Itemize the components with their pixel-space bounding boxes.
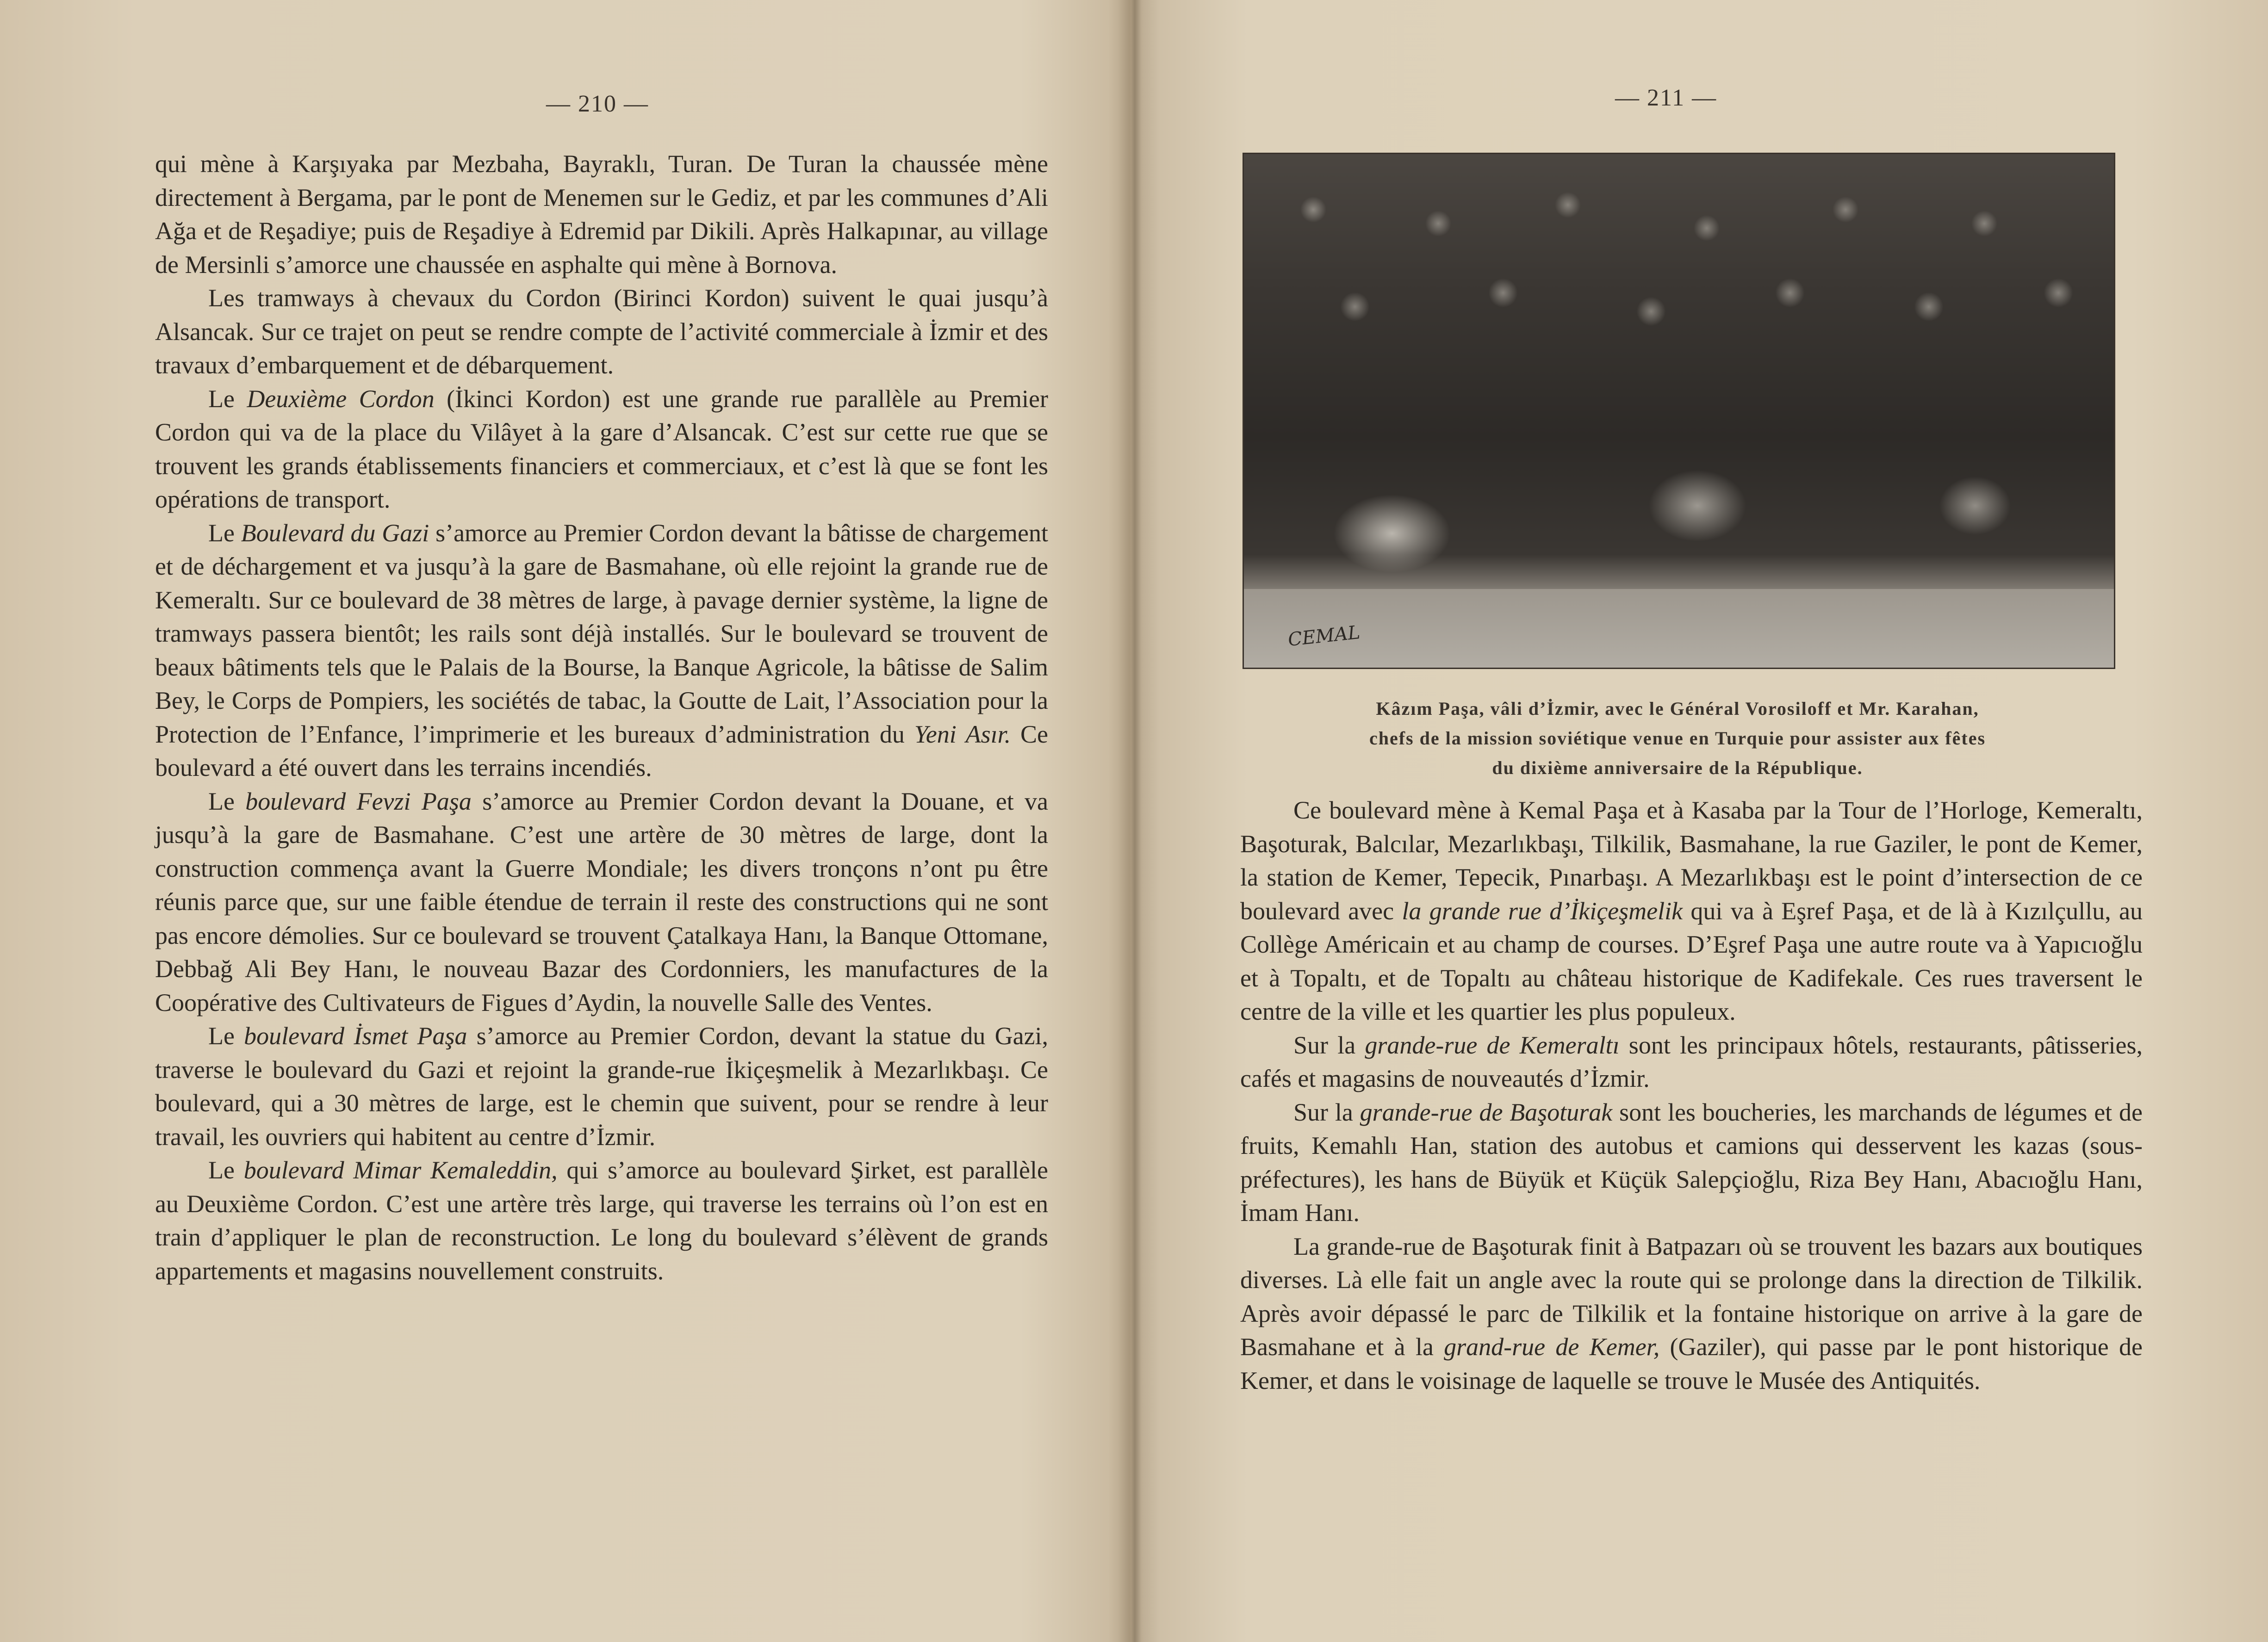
- italic-run: Yeni Asır.: [914, 720, 1011, 748]
- text-run: Le: [208, 1022, 244, 1050]
- text-run: Les tramways à chevaux du Cordon (Birinci Kordon) suivent le quai jusqu’à Alsancak. Sur ce trajet on peut se rendre compte de l’activité commerciale à İzmir et des travaux d’embarquement et de débarquement.: [155, 284, 1048, 379]
- paragraph: [155, 785, 1048, 1020]
- text-run: sont les boucheries, les marchands de légumes et de fruits, Kemahlı Han, station des autobus et camions qui desservent les kazas (sous-préfectures), les hans de Büyük et Küçük Salepçioğlu, Riza Bey Hanı, Abacıoğlu Hanı, İmam Hanı.: [1240, 1098, 2143, 1227]
- text-run: Sur la: [1293, 1031, 1365, 1059]
- text-run: qui va à Eşref Paşa, et de là à Kızılçullu, au Collège Américain et au champ de courses. D’Eşref Paşa une autre route va à Yapıcıoğlu et à Topaltı, et de Topaltı au château historique de Kadifekale. Ces rues traversent le centre de la ville et les quartier les plus populeux.: [1240, 897, 2143, 1025]
- caption-line: Kâzım Paşa, vâli d’İzmir, avec le Général Vorosiloff et Mr. Karahan,: [1376, 698, 1979, 719]
- paragraph: [155, 147, 1048, 281]
- italic-run: grand-rue de Kemer,: [1444, 1333, 1660, 1361]
- text-run: (Gaziler), qui passe par le pont historique de Kemer, et dans le voisinage de laquelle se trouve le Musée des Antiquités.: [1240, 1333, 2143, 1394]
- text-run: Le: [208, 787, 246, 815]
- text-run: s’amorce au Premier Cordon, devant la statue du Gazi, traverse le boulevard du Gazi et rejoint la grande-rue İkiçeşmelik à Mezarlıkbaşı. Ce boulevard, qui a 30 mètres de large, est le chemin que suivent, pour se rendre à leur travail, les ouvriers qui habitent au centre d’İzmir.: [155, 1022, 1049, 1151]
- paragraph: [155, 516, 1048, 785]
- text-run: s’amorce au Premier Cordon devant la Douane, et va jusqu’à la gare de Basmahane. C’est une artère de 30 mètres de large, dont la construction commença avant la Guerre Mondiale; les divers tronçons n’ont pu être réunis parce que, sur une faible étendue de terrain il reste des constructions qui ne sont pas encore démolies. Sur ce boulevard se trouvent Çatalkaya Hanı, la Banque Ottomane, Debbağ Ali Bey Hanı, le nouveau Bazar des Cordonniers, les manufactures de la Coopérative des Cultivateurs de Figues d’Aydin, la nouvelle Salle des Ventes.: [155, 787, 1049, 1016]
- italic-run: grande-rue de Kemeraltı: [1365, 1031, 1620, 1059]
- text-run: qui s’amorce au boulevard Şirket, est parallèle au Deuxième Cordon. C’est une artère très large, qui traverse les terrains où l’on est en train d’appliquer le plan de reconstruction. Le long du boulevard s’élèvent de grands appartements et magasins nouvellement construits.: [155, 1156, 1048, 1285]
- right-page-text: [1240, 793, 2143, 1397]
- text-run: qui mène à Karşıyaka par Mezbaha, Bayraklı, Turan. De Turan la chaussée mène directement à Bergama, par le pont de Menemen sur le Gediz, et par les communes d’Ali Ağa et de Reşadiye; puis de Reşadiye à Edremid par Dikili. Après Halkapınar, au village de Mersinli s’amorce une chaussée en asphalte qui mène à Bornova.: [155, 150, 1048, 279]
- paragraph: [155, 1153, 1048, 1288]
- photo-caption: [1231, 694, 2124, 783]
- page-number-right: — 211 —: [1615, 85, 1717, 111]
- italic-run: Boulevard du Gazi: [241, 519, 429, 547]
- italic-run: Deuxième Cordon: [247, 384, 435, 413]
- text-run: Sur la: [1293, 1098, 1360, 1126]
- page-number-left: — 210 —: [546, 91, 649, 117]
- italic-run: boulevard Mimar Kemaleddin,: [243, 1156, 558, 1184]
- italic-run: boulevard İsmet Paşa: [244, 1022, 467, 1050]
- paragraph: [1240, 1029, 2143, 1096]
- caption-line: chefs de la mission soviétique venue en Turquie pour assister aux fêtes: [1369, 728, 1986, 749]
- paragraph: [1240, 1096, 2143, 1230]
- italic-run: boulevard Fevzi Paşa: [245, 787, 472, 815]
- text-run: Ce boulevard a été ouvert dans les terrains incendiés.: [155, 720, 1048, 781]
- text-run: (İkinci Kordon) est une grande rue parallèle au Premier Cordon qui va de la place du Vilâyet à la gare d’Alsancak. C’est sur cette rue que se trouvent les grands établissements financiers et commerciaux, et c’est là que se font les opérations de transport.: [155, 384, 1048, 513]
- text-run: Le: [208, 1156, 244, 1184]
- photo-stand-wall: [1244, 589, 2114, 668]
- text-run: sont les principaux hôtels, restaurants, pâtisseries, cafés et magasins de nouveautés d’İzmir.: [1240, 1031, 2143, 1092]
- paragraph: [155, 1019, 1048, 1153]
- text-run: Le: [208, 519, 241, 547]
- paragraph: [155, 382, 1048, 516]
- right-page: [1138, 0, 2268, 1642]
- italic-run: grande-rue de Başoturak: [1360, 1098, 1613, 1126]
- paragraph: [1240, 793, 2143, 1029]
- text-run: Ce boulevard mène à Kemal Paşa et à Kasaba par la Tour de l’Horloge, Kemeraltı, Başoturak, Balcılar, Mezarlıkbaşı, Tilkilik, Basmahane, la rue Gaziler, le pont de Kemer, la station de Kemer, Tepecik, Pınarbaşı. A Mezarlıkbaşı est le point d’intersection de ce boulevard avec: [1240, 796, 2143, 925]
- left-page-text: [155, 147, 1048, 1288]
- paragraph: [155, 281, 1048, 382]
- crowd-photograph: [1243, 153, 2115, 669]
- text-run: s’amorce au Premier Cordon devant la bâtisse de chargement et de déchargement et va jusqu’à la gare de Basmahane, où elle rejoint la grande rue de Kemeraltı. Sur ce boulevard de 38 mètres de large, à pavage dernier système, la ligne de tramways passera bientôt; les rails sont déjà installés. Sur le boulevard se trouvent de beaux bâtiments tels que le Palais de la Bourse, la Banque Agricole, la bâtisse de Salim Bey, le Corps de Pompiers, les sociétés de tabac, la Goutte de Lait, l’Association pour la Protection de l’Enfance, l’imprimerie et les bureaux d’administration du: [155, 519, 1048, 748]
- text-run: Le: [208, 384, 247, 413]
- italic-run: la grande rue d’İkiçeşmelik: [1402, 897, 1683, 925]
- caption-line: du dixième anniversaire de la République.: [1492, 757, 1863, 778]
- photographer-signature: CEMAL: [1287, 621, 1361, 651]
- text-run: La grande-rue de Başoturak finit à Batpazarı où se trouvent les bazars aux boutiques diverses. Là elle fait un angle avec la route qui se prolonge dans la direction de Tilkilik. Après avoir dépassé le parc de Tilkilik et la fontaine historique on arrive à la gare de Basmahane et à la: [1240, 1232, 2143, 1361]
- left-page: [0, 0, 1129, 1642]
- paragraph: [1240, 1230, 2143, 1398]
